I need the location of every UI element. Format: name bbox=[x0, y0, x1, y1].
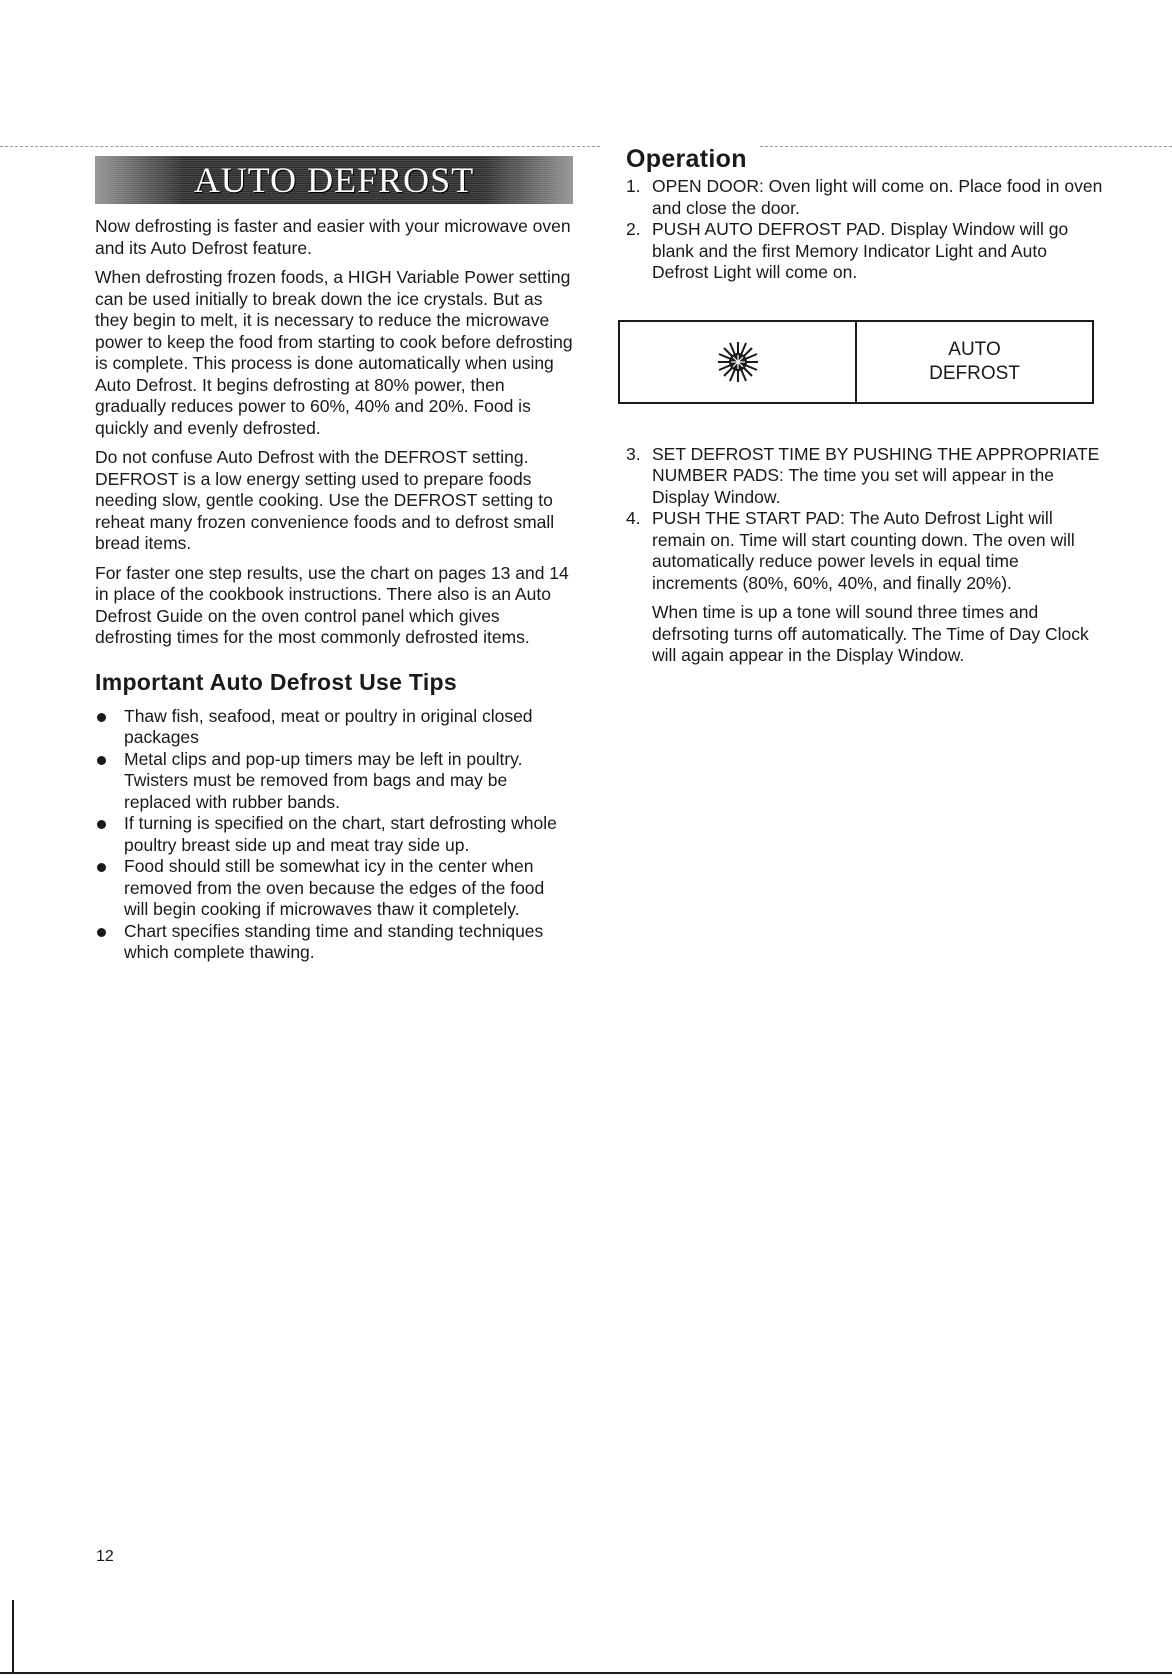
step-number: 2. bbox=[626, 219, 641, 239]
control-label-line1: AUTO bbox=[948, 338, 1001, 360]
intro-paragraph: Do not confuse Auto Defrost with the DEFROST setting. DEFROST is a low energy setting used to prepare foods needing slow, gentle cooking. Use the DEFROST setting to reheat many frozen convenience foods and to defrost small bread items. bbox=[95, 447, 555, 553]
section-banner bbox=[95, 156, 573, 204]
page-title: AUTO DEFROST bbox=[193, 160, 475, 200]
auto-defrost-light-cell bbox=[620, 322, 857, 402]
page-number: 12 bbox=[96, 1548, 114, 1565]
operation-steps bbox=[626, 176, 1106, 284]
control-label-line2: DEFROST bbox=[929, 362, 1020, 384]
left-column bbox=[95, 156, 573, 964]
snowflake-sun-icon bbox=[716, 340, 760, 384]
bullet-icon bbox=[97, 713, 106, 722]
banner-fade-left bbox=[95, 156, 185, 204]
intro-paragraph: When defrosting frozen foods, a HIGH Variable Power setting can be used initially to break down the ice crystals. But as they begin to melt, it is necessary to reduce the microwave power to keep the food from starting to cook before defrosting is complete. This process is done automatically when using Auto Defrost. It begins defrosting at 80% power, then gradually reduces power to 60%, 40% and 20%. Food is quickly and evenly defrosted. bbox=[95, 267, 573, 438]
step-text: OPEN DOOR: Oven light will come on. Place food in oven and close the door. bbox=[652, 176, 1103, 218]
operation-heading: Operation bbox=[626, 145, 747, 173]
step-number: 3. bbox=[626, 443, 641, 464]
scan-artifact-line-left bbox=[0, 146, 600, 147]
operation-step bbox=[626, 219, 1106, 284]
tip-item bbox=[95, 813, 573, 856]
tip-text: Metal clips and pop-up timers may be left in poultry. Twisters must be removed from bags and may be replaced with rubber bands. bbox=[124, 748, 523, 812]
tip-text: If turning is specified on the chart, start defrosting whole poultry breast side up and meat tray side up. bbox=[124, 813, 557, 855]
operation-step bbox=[626, 444, 1106, 509]
tips-list bbox=[95, 706, 573, 964]
tip-item bbox=[95, 749, 573, 814]
operation-note: When time is up a tone will sound three times and defrsoting turns off automatically. The Time of Day Clock will again appear in the Display Window. bbox=[652, 602, 1089, 665]
bullet-icon bbox=[97, 863, 106, 872]
bullet-icon bbox=[97, 820, 106, 829]
scan-margin-edge bbox=[12, 1600, 14, 1672]
right-column bbox=[626, 145, 1106, 667]
operation-step bbox=[626, 176, 1106, 219]
banner-fade-right bbox=[483, 156, 573, 204]
intro-paragraph: Now defrosting is faster and easier with your microwave oven and its Auto Defrost feature. bbox=[95, 216, 571, 258]
operation-steps-continued bbox=[626, 444, 1106, 595]
tip-text: Chart specifies standing time and standing techniques which complete thawing. bbox=[124, 920, 544, 962]
tip-text: Thaw fish, seafood, meat or poultry in original closed packages bbox=[124, 705, 533, 747]
tip-item bbox=[95, 706, 573, 749]
intro-paragraph: For faster one step results, use the chart on pages 13 and 14 in place of the cookbook instructions. There also is an Auto Defrost Guide on the oven control panel which gives defrosting times for the most commonly defrosted items. bbox=[95, 562, 569, 647]
bullet-icon bbox=[97, 928, 106, 937]
step-number: 4. bbox=[626, 508, 641, 528]
step-text: PUSH AUTO DEFROST PAD. Display Window will go blank and the first Memory Indicator Light and Auto Defrost Light will come on. bbox=[652, 219, 1069, 282]
auto-defrost-control-panel bbox=[618, 320, 1094, 404]
step-text: SET DEFROST TIME BY PUSHING THE APPROPRIATE NUMBER PADS: The time you set will appear in the Display Window. bbox=[652, 443, 1100, 507]
bullet-icon bbox=[97, 756, 106, 765]
tip-item bbox=[95, 856, 573, 921]
tip-item bbox=[95, 921, 573, 964]
step-number: 1. bbox=[626, 176, 641, 196]
tip-text: Food should still be somewhat icy in the center when removed from the oven because the edges of the food will begin cooking if microwaves thaw it completely. bbox=[124, 856, 545, 919]
operation-step bbox=[626, 508, 1106, 594]
scan-bottom-edge bbox=[0, 1672, 1172, 1674]
step-text: PUSH THE START PAD: The Auto Defrost Light will remain on. Time will start counting down. The oven will automatically reduce power levels in equal time increments (80%, 60%, 40%, and finally 20%). bbox=[652, 508, 1075, 593]
auto-defrost-label-cell bbox=[857, 322, 1092, 402]
tips-heading: Important Auto Defrost Use Tips bbox=[95, 668, 457, 695]
